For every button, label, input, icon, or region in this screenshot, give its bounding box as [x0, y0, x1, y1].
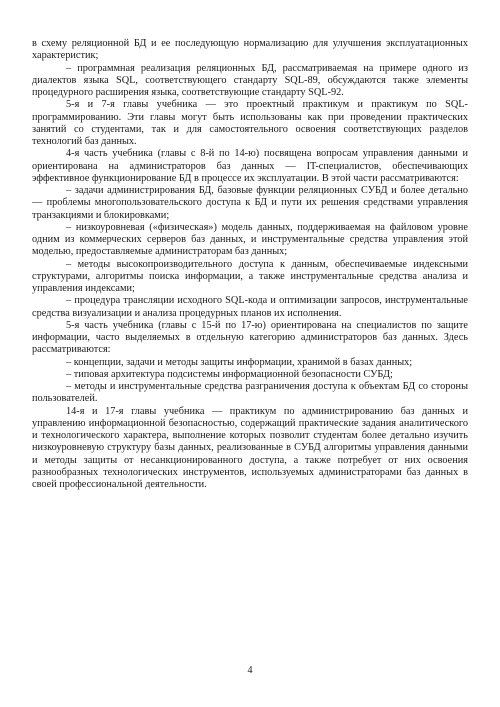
- paragraph: – концепции, задачи и методы защиты информации, хранимой в базах данных;: [66, 356, 413, 368]
- paragraph: 4-я часть учебника (главы с 8-й по 14-ю) посвящена вопросам управления данными и ориентирована на администраторов баз данных — IT-специалистов, обеспечивающих эффективное функционирование БД в процессе их эксплуатации. В этой части рассматриваются:: [32, 148, 468, 184]
- paragraph: – типовая архитектура подсистемы информационной безопасности СУБД;: [66, 368, 393, 380]
- paragraph: – низкоуровневая («физическая») модель данных, поддерживаемая на файловом уровне одним из коммерческих серверов баз данных, и инструментальные средства управления этой моделью, предоставляемые администраторам баз данных;: [32, 221, 468, 258]
- paragraph: в схему реляционной БД и ее последующую нормализацию для улучшения эксплуатационных характеристик;: [32, 38, 468, 62]
- page-number: 4: [247, 665, 253, 676]
- paragraph: – задачи администрирования БД, базовые функции реляционных СУБД и более детально — проблемы многопользовательского доступа к БД и пути их решения средствами управления транзакциями и блокировками;: [32, 185, 468, 221]
- paragraph: – процедура трансляции исходного SQL-кода и оптимизации запросов, инструментальные средства визуализации и анализа процедурных планов их исполнения.: [32, 295, 468, 319]
- paragraph: – методы высокопроизводительного доступа к данным, обеспечиваемые индексными структурами, алгоритмы поиска информации, а также инструментальные средства анализа и управления индексами;: [32, 258, 468, 294]
- paragraph: 5-я часть учебника (главы с 15-й по 17-ю) ориентирована на специалистов по защите информации, часто выделяемых в отдельную категорию администраторов баз данных. Здесь рассматриваются:: [32, 319, 468, 356]
- paragraph: – программная реализация реляционных БД, рассматриваемая на примере одного из диалектов языка SQL, соответствующего стандарту SQL-89, обсуждаются также элементы процедурного расширения языка, соответствующие стандарту SQL-92.: [32, 62, 468, 98]
- paragraph: 14-я и 17-я главы учебника — практикум по администрированию баз данных и управлению информационной безопасностью, содержащий практические задания аналитического и технологического характера, выполнение которых позволит студентам более детально изучить низкоуровневую структуру базы данных, реализованные в СУБД алгоритмы управления данными и методы защиты от несанкционированного доступа, а также потребует от них освоения разнообразных технологических инструментов, используемых администраторами баз данных в своей профессиональной деятельности.: [32, 405, 468, 490]
- document-body: [32, 38, 468, 491]
- paragraph: 5-я и 7-я главы учебника — это проектный практикум и практикум по SQL-программированию. Эти главы могут быть использованы как при проведении практических занятий со студентами, так и для самостоятельного освоения соответствующих разделов технологий баз данных.: [32, 99, 468, 147]
- paragraph: – методы и инструментальные средства разграничения доступа к объектам БД со стороны пользователей.: [32, 381, 468, 405]
